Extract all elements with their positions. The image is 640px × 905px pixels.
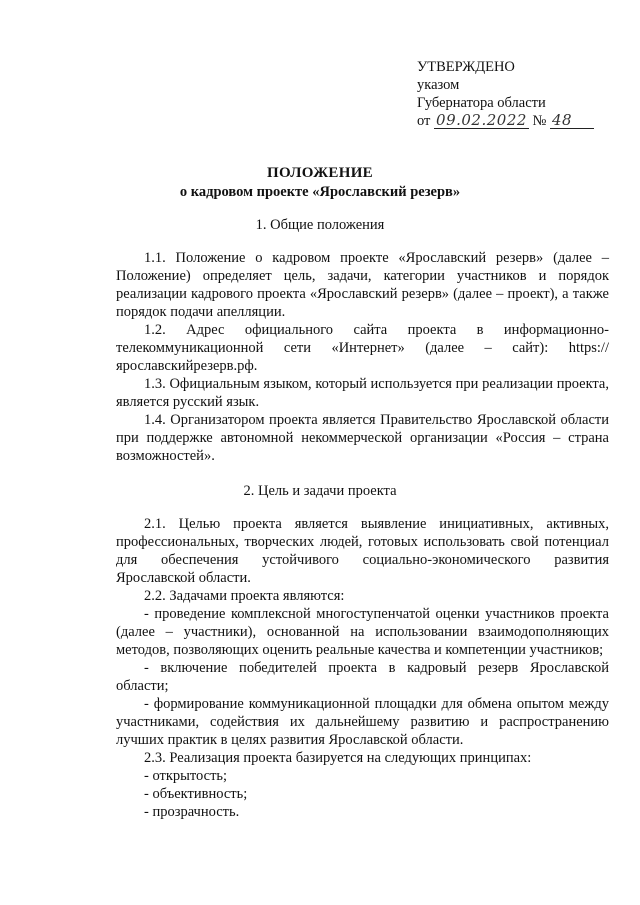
approval-date-row bbox=[417, 112, 594, 130]
paragraph-2-1: 2.1. Целью проекта является выявление инициативных, активных, профессиональных, творческих людей, готовых использовать свой потенциал для обеспечения устойчивого социально-экономического развития Ярославской области. bbox=[116, 516, 609, 586]
paragraph-2-2: 2.2. Задачами проекта являются: bbox=[144, 588, 345, 604]
approval-title: УТВЕРЖДЕНО bbox=[417, 59, 515, 75]
task-item: - формирование коммуникационной площадки для обмена опытом между участниками, содействия их дальнейшему развитию и распространению лучших практик в целях развития Ярославской области. bbox=[116, 696, 609, 748]
paragraph-1-2: 1.2. Адрес официального сайта проекта в информационно-телекоммуникационной сети «Интернет» (далее – сайт): https://ярославскийрезерв.рф. bbox=[116, 322, 609, 374]
document-title-block bbox=[0, 164, 640, 202]
paragraph-2-3: 2.3. Реализация проекта базируется на следующих принципах: bbox=[144, 750, 532, 766]
paragraph-1-4: 1.4. Организатором проекта является Правительство Ярославской области при поддержке автономной некоммерческой организации «Россия – страна возможностей». bbox=[116, 412, 609, 464]
task-item: - проведение комплексной многоступенчатой оценки участников проекта (далее – участники), основанной на использовании взаимодополняющих методов, позволяющих оценить реальные качества и компетенции участников; bbox=[116, 606, 609, 658]
section-2-body bbox=[116, 515, 609, 821]
paragraph-1-3: 1.3. Официальным языком, который используется при реализации проекта, является русский язык. bbox=[116, 376, 609, 410]
paragraph-1-1: 1.1. Положение о кадровом проекте «Ярославский резерв» (далее – Положение) определяет цель, задачи, категории участников и порядок реализации кадрового проекта «Ярославский резерв» (далее – проект), а также порядок подачи апелляции. bbox=[116, 250, 609, 320]
section-1-body bbox=[116, 249, 609, 465]
principle-item: - открытость; bbox=[144, 768, 228, 784]
principle-item: - объективность; bbox=[144, 786, 248, 802]
task-item: - включение победителей проекта в кадровый резерв Ярославской области; bbox=[116, 660, 609, 694]
from-label: от bbox=[417, 113, 431, 129]
handwritten-number: 48 bbox=[550, 112, 594, 129]
section-2-heading: 2. Цель и задачи проекта bbox=[243, 483, 397, 499]
handwritten-date: 09.02.2022 bbox=[436, 111, 527, 129]
document-subtitle: о кадровом проекте «Ярославский резерв» bbox=[179, 184, 461, 200]
principle-item: - прозрачность. bbox=[144, 804, 240, 820]
approval-decree: указом bbox=[417, 77, 460, 93]
approval-stamp bbox=[417, 58, 594, 130]
approval-governor: Губернатора области bbox=[417, 95, 546, 111]
section-1-heading: 1. Общие положения bbox=[255, 217, 385, 233]
number-label: № bbox=[532, 113, 547, 129]
document-title: ПОЛОЖЕНИЕ bbox=[267, 165, 373, 181]
